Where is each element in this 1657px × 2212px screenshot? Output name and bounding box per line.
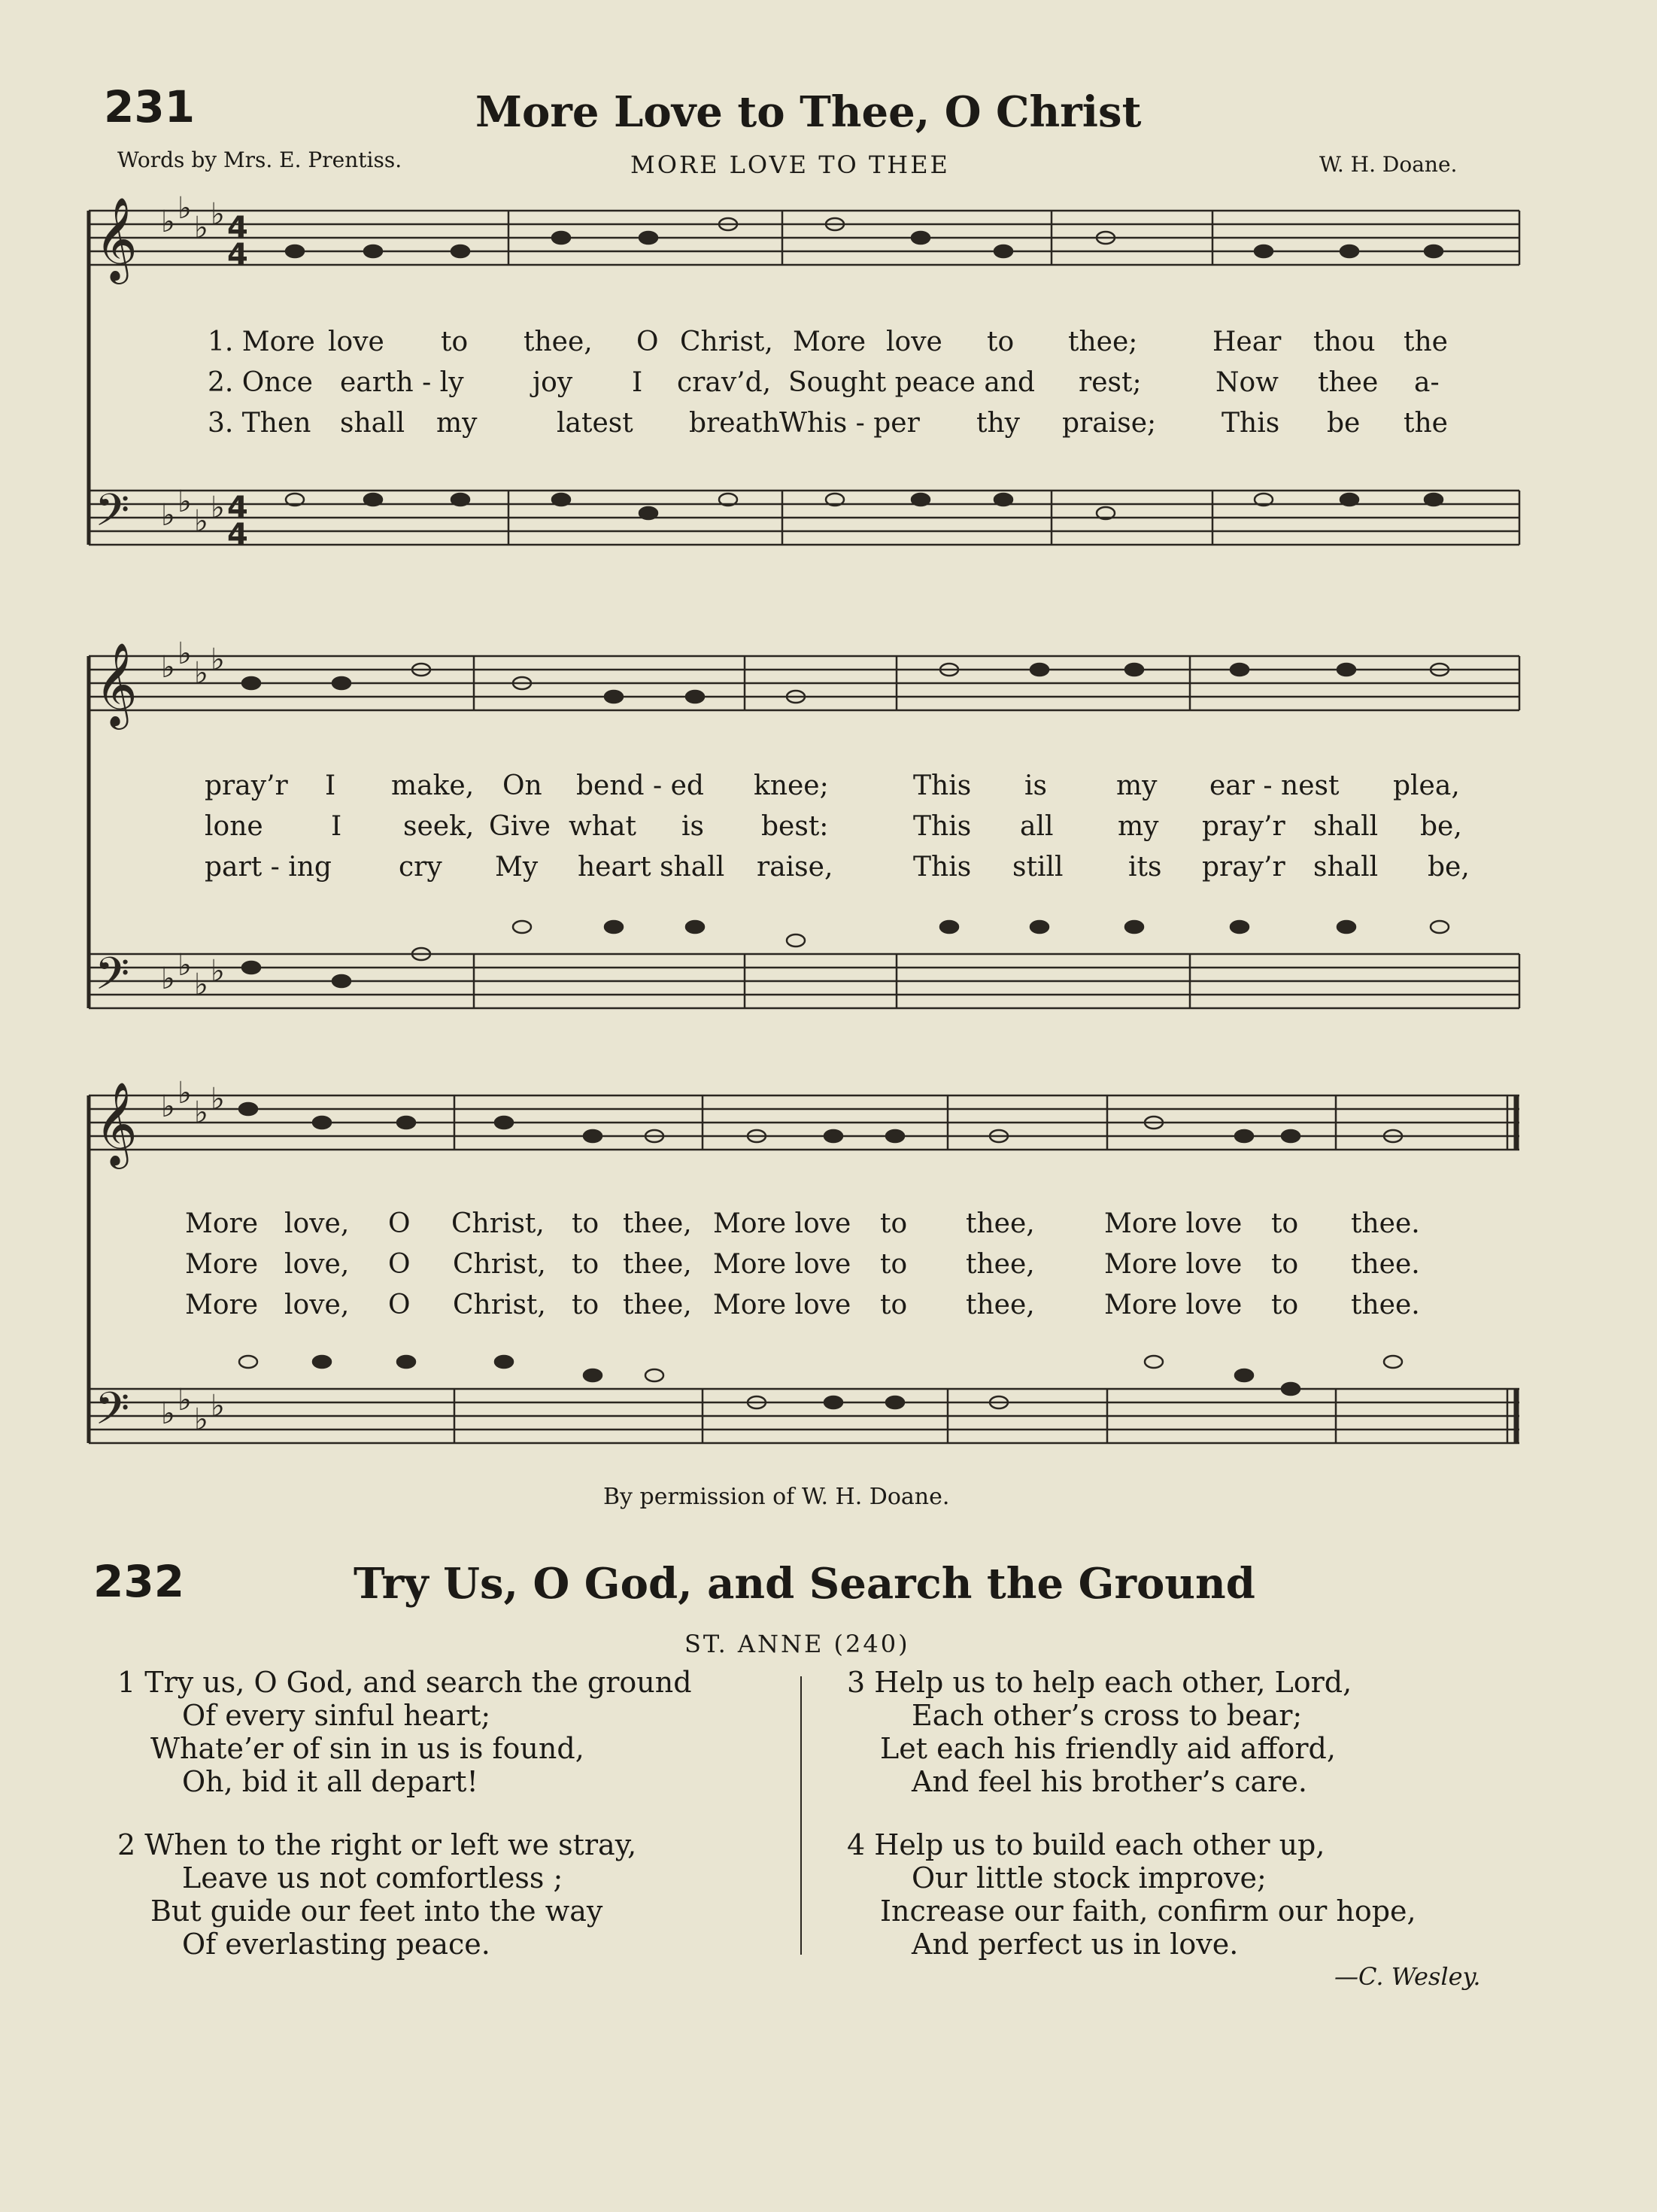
lyric: to [880,1208,908,1239]
lyric: thee, [966,1290,1035,1320]
lyric: 3. Then [208,408,311,439]
lyric: On [502,770,542,801]
lyric: to [1271,1249,1299,1280]
lyric: joy [533,367,573,398]
lyric: earth - ly [340,367,464,398]
lyric: thee, [966,1208,1035,1239]
verse-line: And perfect us in love. [912,1928,1239,1961]
lyric: lone [205,811,263,842]
lyric: all [1020,811,1054,842]
lyric: part - ing [205,852,332,883]
svg-text:♭: ♭ [178,485,192,519]
lyric: Give [489,811,551,842]
svg-text:♭: ♭ [178,1076,192,1111]
svg-text:4: 4 [227,211,248,245]
lyric: Christ, [451,1208,545,1239]
svg-text:♭: ♭ [178,948,192,983]
hymn-232-number: 232 [93,1556,185,1607]
lyric: to [572,1290,599,1320]
svg-text:♭: ♭ [211,1082,225,1117]
verse-line: Increase our faith, confirm our hope, [880,1894,1416,1928]
verse-line: 4 Help us to build each other up, [847,1828,1325,1861]
lyric: heart shall [578,852,725,883]
lyric: 1. More [208,327,315,357]
lyric: is [681,811,704,842]
svg-text:4: 4 [227,491,248,525]
lyric: a- [1414,367,1440,398]
lyric: 2. Once [208,367,313,398]
lyric: what [569,811,636,842]
verse-line: Each other’s cross to bear; [912,1699,1303,1732]
lyric: Whis - per [779,408,920,439]
lyric: More love [1104,1290,1243,1320]
svg-text:𝄞: 𝄞 [95,1081,138,1165]
lyric: thee, [623,1208,692,1239]
verse-line: 2 When to the right or left we stray, [117,1828,637,1861]
svg-text:♭: ♭ [194,211,208,245]
lyric: still [1012,852,1064,883]
hymn-232-author: —C. Wesley. [1334,1962,1481,1991]
svg-text:4: 4 [227,238,248,272]
lyric: More love [713,1208,851,1239]
lyric: to [1271,1290,1299,1320]
lyric: is [1024,770,1047,801]
svg-text:♭: ♭ [211,491,225,525]
verse-line: Leave us not comfortless ; [182,1861,563,1894]
svg-text:𝄢: 𝄢 [95,947,130,1010]
lyric: pray’r [205,770,288,801]
svg-text:♭: ♭ [211,197,225,232]
lyric: to [572,1208,599,1239]
lyric: Christ, [680,327,773,357]
lyric: best: [761,811,829,842]
svg-text:♭: ♭ [194,1402,208,1437]
svg-text:♭: ♭ [178,1383,192,1417]
lyric: I [632,367,643,398]
lyric: thee. [1351,1249,1420,1280]
lyric: More [185,1290,259,1320]
lyric: rest; [1079,367,1142,398]
lyric: thee [1318,367,1379,398]
verse-line: 1 Try us, O God, and search the ground [117,1666,692,1699]
verse-line: Let each his friendly aid afford, [880,1732,1336,1765]
lyric: More [793,327,866,357]
lyric: be, [1428,852,1470,883]
tune-reference: ST. ANNE (240) [684,1630,910,1658]
words-credit: Words by Mrs. E. Prentiss. [117,147,402,172]
lyric: my [1116,770,1158,801]
lyric: thy [976,408,1020,439]
lyric: pray’r [1202,852,1285,883]
hymn-231-title: More Love to Thee, O Christ [475,87,1142,137]
lyric: the [1404,327,1448,357]
lyric: More [185,1208,259,1239]
lyric: shall [1313,811,1379,842]
lyric: thee, [623,1290,692,1320]
lyric: Hear [1212,327,1282,357]
lyric: love [328,327,384,357]
composer-credit: W. H. Doane. [1319,152,1458,177]
svg-text:♭: ♭ [178,637,192,671]
svg-text:♭: ♭ [194,1095,208,1130]
hymn-231-number: 231 [104,81,196,132]
lyric: My [495,852,539,883]
verse-line: Of every sinful heart; [182,1699,491,1732]
lyric: This [913,770,972,801]
lyric: O [388,1208,411,1239]
svg-text:♭: ♭ [161,1089,175,1124]
lyric: O [388,1290,411,1320]
lyric: O [636,327,659,357]
lyric: seek, [403,811,475,842]
lyric: thee, [524,327,593,357]
lyric: I [331,811,342,842]
lyric: raise, [757,852,833,883]
hymn-232-title: Try Us, O God, and Search the Ground [354,1559,1255,1609]
lyric: More love [713,1290,851,1320]
lyric: More love [1104,1249,1243,1280]
lyric: Christ, [453,1249,546,1280]
verse-line: Of everlasting peace. [182,1928,490,1961]
lyric: thee, [966,1249,1035,1280]
lyric: praise; [1062,408,1157,439]
lyric: plea, [1393,770,1460,801]
verse-line: 3 Help us to help each other, Lord, [847,1666,1352,1699]
lyric: crav’d, [677,367,772,398]
lyric: love, [284,1290,350,1320]
svg-text:♭: ♭ [161,650,175,685]
svg-text:4: 4 [227,518,248,552]
svg-text:𝄞: 𝄞 [95,196,138,281]
lyric: cry [399,852,442,883]
lyric: to [441,327,469,357]
lyric: be [1327,408,1361,439]
lyric: This [1222,408,1280,439]
lyric: love, [284,1208,350,1239]
svg-text:♭: ♭ [161,498,175,533]
lyric: love, [284,1249,350,1280]
verse-line: Whate’er of sin in us is found, [150,1732,584,1765]
lyric: make, [391,770,475,801]
lyric: shall [340,408,405,439]
lyric: More [185,1249,259,1280]
lyric: to [572,1249,599,1280]
lyric: pray’r [1202,811,1285,842]
svg-text:♭: ♭ [211,1389,225,1424]
lyric: the [1404,408,1448,439]
lyric: This [913,811,972,842]
column-divider [800,1676,802,1955]
lyric: its [1128,852,1162,883]
lyric: thee. [1351,1290,1420,1320]
lyric: thee, [623,1249,692,1280]
lyric: knee; [754,770,829,801]
lyric: latest [557,408,633,439]
verse-line: Our little stock improve; [912,1861,1267,1894]
lyric: to [880,1290,908,1320]
svg-text:♭: ♭ [194,656,208,691]
svg-text:♭: ♭ [194,504,208,539]
svg-text:♭: ♭ [161,962,175,996]
lyric: to [987,327,1015,357]
lyric: Sought peace and [788,367,1036,398]
lyric: love [886,327,942,357]
svg-text:♭: ♭ [161,205,175,239]
lyric: This [913,852,972,883]
svg-text:𝄞: 𝄞 [95,642,138,726]
verse-line: But guide our feet into the way [150,1894,603,1928]
lyric: O [388,1249,411,1280]
tune-name: MORE LOVE TO THEE [630,150,950,179]
svg-text:♭: ♭ [178,191,192,226]
lyric: Christ, [453,1290,546,1320]
lyric: thee; [1068,327,1138,357]
lyric: breath [689,408,780,439]
lyric: More love [713,1249,851,1280]
lyric: to [1271,1208,1299,1239]
lyric: thou [1313,327,1376,357]
lyric: Now [1215,367,1279,398]
svg-text:𝄢: 𝄢 [95,484,130,547]
lyric: I [325,770,336,801]
lyric: be, [1420,811,1462,842]
lyric: my [1118,811,1159,842]
svg-text:♭: ♭ [194,968,208,1002]
lyric: thee. [1351,1208,1420,1239]
lyric: shall [1313,852,1379,883]
svg-text:♭: ♭ [211,954,225,989]
verse-line: Oh, bid it all depart! [182,1765,478,1798]
lyric: to [880,1249,908,1280]
lyric: bend - ed [576,770,704,801]
svg-text:♭: ♭ [211,643,225,677]
lyric: More love [1104,1208,1243,1239]
svg-text:𝄢: 𝄢 [95,1382,130,1445]
verse-line: And feel his brother’s care. [912,1765,1307,1798]
lyric: my [436,408,478,439]
svg-text:♭: ♭ [161,1396,175,1431]
permission-note: By permission of W. H. Doane. [603,1484,950,1510]
lyric: ear - nest [1209,770,1340,801]
